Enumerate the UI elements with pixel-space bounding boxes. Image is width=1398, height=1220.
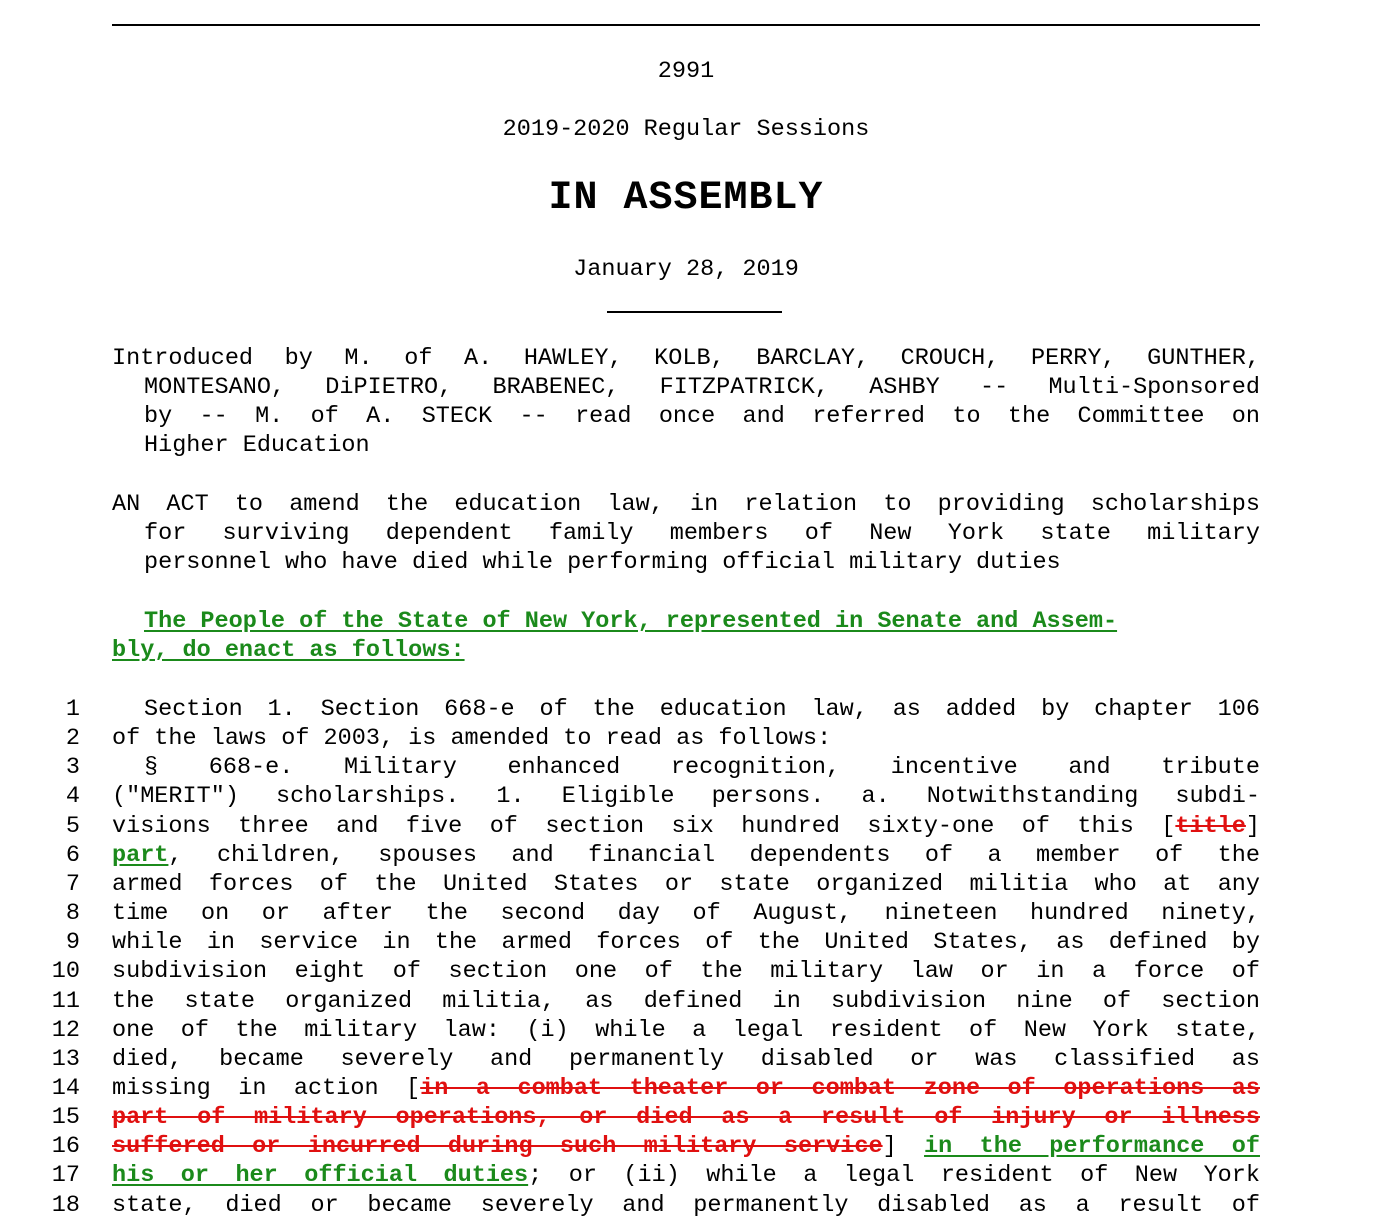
body-line: [112, 782, 1260, 811]
body-line: [112, 870, 1260, 899]
line-number: 9: [65, 929, 80, 957]
body-text: state, died or became severely and permanently disabled as a result of: [112, 1191, 1260, 1219]
body-text: armed forces of the United States or state organized militia who at any: [112, 870, 1260, 898]
line-number: 12: [51, 1016, 80, 1044]
deleted-text: part of military operations, or died as a result of injury or illness: [112, 1104, 1260, 1132]
body-line: [112, 1074, 1260, 1103]
body-line: [112, 812, 1260, 841]
line-number: 3: [65, 754, 80, 782]
inserted-text: in the performance of: [924, 1133, 1260, 1161]
enacting-clause-line: [112, 607, 1260, 636]
introduced-line: Introduced by M. of A. HAWLEY, KOLB, BARCLAY, CROUCH, PERRY, GUNTHER,: [112, 345, 1260, 372]
deleted-text: title: [1175, 812, 1246, 840]
inserted-text: The People of the State of New York, represented in Senate and Assem-: [144, 608, 1118, 635]
body-text: ("MERIT") scholarships. 1. Eligible persons. a. Notwithstanding subdi-: [112, 783, 1260, 811]
body-text: ]: [1245, 812, 1260, 840]
body-line: [112, 1045, 1260, 1074]
deleted-text: in a combat theater or combat zone of operations as: [420, 1074, 1260, 1102]
introduced-line: by -- M. of A. STECK -- read once and referred to the Committee on: [144, 403, 1260, 431]
deleted-text: suffered or incurred during such military service: [112, 1133, 883, 1161]
body-line: [112, 753, 1260, 782]
line-number: 5: [65, 812, 80, 840]
line-number: 17: [51, 1162, 80, 1190]
body-line: [112, 928, 1260, 957]
introduced-line: MONTESANO, DiPIETRO, BRABENEC, FITZPATRICK, ASHBY -- Multi-Sponsored: [144, 374, 1260, 402]
enacting-clause-line: [112, 636, 1260, 665]
line-number: 1: [65, 696, 80, 723]
house-title: IN ASSEMBLY: [548, 176, 824, 221]
body-text: died, became severely and permanently disabled or was classified as: [112, 1045, 1260, 1073]
line-number: 13: [51, 1045, 80, 1073]
line-number: 2: [65, 725, 80, 753]
body-text: the state organized militia, as defined in subdivision nine of section: [112, 987, 1260, 1015]
body-text: missing in action [: [112, 1074, 421, 1102]
line-number: 11: [51, 987, 80, 1015]
body-line: [112, 1161, 1260, 1190]
body-line: [112, 724, 1260, 753]
body-line: [112, 841, 1260, 870]
line-number: 16: [51, 1133, 80, 1161]
session-line: 2019-2020 Regular Sessions: [502, 116, 870, 143]
body-text: visions three and five of section six hundred sixty-one of this [: [112, 812, 1176, 840]
body-text: while in service in the armed forces of the United States, as defined by: [112, 929, 1260, 957]
separator-rule: [607, 311, 782, 313]
date-line: January 28, 2019: [573, 256, 799, 283]
inserted-text: part: [112, 841, 169, 869]
body-line: [112, 899, 1260, 928]
line-number: 18: [51, 1191, 80, 1219]
bill-number: 2991: [657, 58, 715, 85]
line-number: 14: [51, 1074, 80, 1102]
body-line: [112, 987, 1260, 1016]
body-text: of the laws of 2003, is amended to read as follows:: [112, 725, 832, 753]
body-line: [112, 1191, 1260, 1220]
body-line: [112, 1016, 1260, 1045]
line-number: 15: [51, 1104, 80, 1132]
inserted-text: his or her official duties: [112, 1162, 529, 1190]
body-text: ]: [882, 1133, 925, 1161]
body-text: § 668-e. Military enhanced recognition, incentive and tribute: [144, 754, 1260, 782]
body-text: subdivision eight of section one of the military law or in a force of: [112, 958, 1260, 986]
body-line: [112, 957, 1260, 986]
body-line: [112, 1103, 1260, 1132]
act-title-line: AN ACT to amend the education law, in relation to providing scholarships: [112, 491, 1260, 518]
line-number: 4: [65, 783, 80, 811]
line-number: 10: [51, 958, 80, 986]
act-title-line: personnel who have died while performing official military duties: [144, 549, 1061, 577]
line-number: 6: [65, 841, 80, 869]
act-title-line: for surviving dependent family members of New York state military: [144, 520, 1260, 548]
body-text: one of the military law: (i) while a legal resident of New York state,: [112, 1016, 1260, 1044]
line-number: 7: [65, 870, 80, 898]
top-rule: [112, 24, 1260, 26]
body-line: [112, 1132, 1260, 1161]
line-number: 8: [65, 900, 80, 928]
body-text: Section 1. Section 668-e of the education law, as added by chapter 106: [144, 696, 1260, 723]
body-text: time on or after the second day of August, nineteen hundred ninety,: [112, 900, 1260, 928]
inserted-text: bly, do enact as follows:: [112, 637, 465, 665]
body-text: ; or (ii) while a legal resident of New York: [528, 1162, 1260, 1190]
introduced-line: Higher Education: [144, 432, 370, 460]
body-text: , children, spouses and financial dependents of a member of the: [168, 841, 1260, 869]
body-line: [112, 695, 1260, 724]
